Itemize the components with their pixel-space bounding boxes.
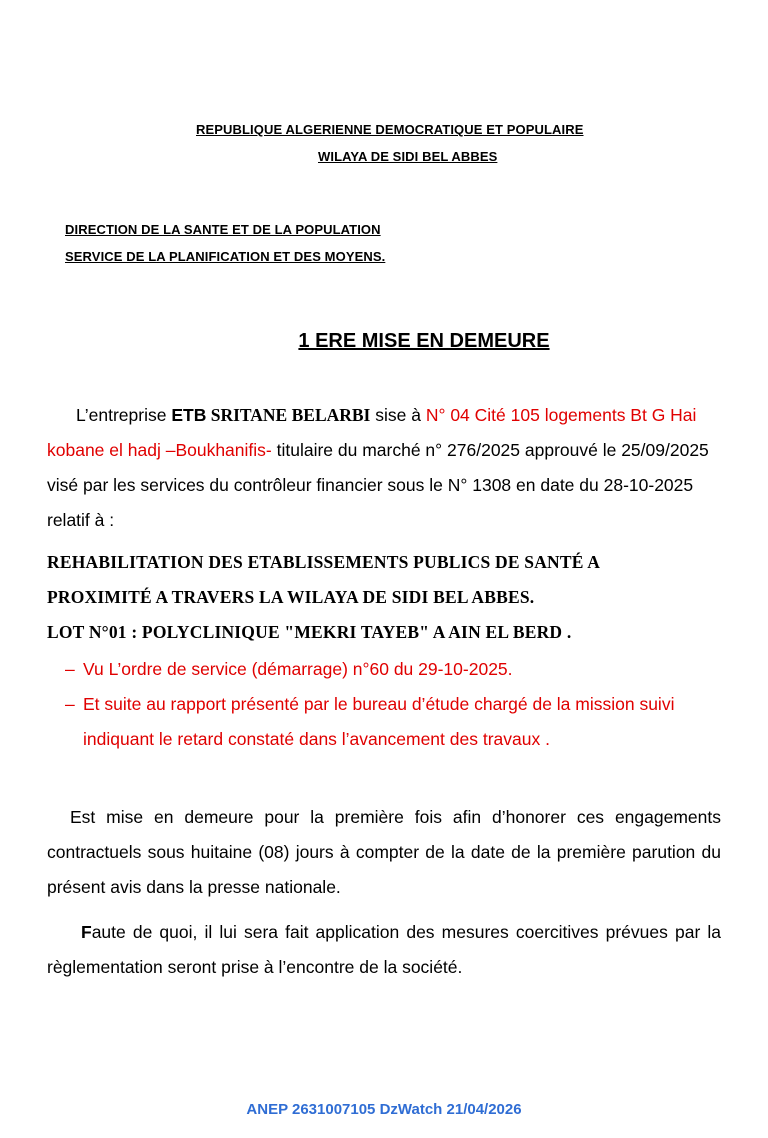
dropcap-letter: F: [81, 922, 92, 942]
header-republic: REPUBLIQUE ALGERIENNE DEMOCRATIQUE ET POPULAIRE: [196, 122, 584, 137]
report-text: Et suite au rapport présenté par le bureau d’étude chargé de la mission suivi indiquant le retard constaté dans l’avancement des travaux .: [83, 694, 675, 749]
header-service: SERVICE DE LA PLANIFICATION ET DES MOYENS.: [65, 249, 386, 264]
document-title-wrapper: [0, 330, 768, 353]
company-name: SRITANE BELARBI: [206, 405, 371, 425]
dash-bullet-icon: –: [65, 659, 75, 679]
list-item: [47, 652, 721, 687]
object-line-3: LOT N°01 : POLYCLINIQUE "MEKRI TAYEB" A AIN EL BERD .: [47, 622, 572, 642]
consequence-paragraph: [47, 915, 721, 985]
list-item: [47, 687, 721, 757]
contract-details: titulaire du marché n° 276/2025 approuvé le 25/09/2025 visé par les services du contrôleur financier sous le N° 1308 en date du 28-10-2025 relatif à :: [47, 440, 709, 530]
dash-bullet-icon: –: [65, 694, 75, 714]
header-direction: DIRECTION DE LA SANTE ET DE LA POPULATION: [65, 222, 381, 237]
reasons-list: [47, 652, 721, 757]
company-address: N° 04 Cité 105 logements Bt G Hai kobane el hadj –Boukhanifis-: [47, 405, 697, 460]
project-object: [47, 545, 737, 650]
object-line-2: PROXIMITÉ A TRAVERS LA WILAYA DE SIDI BEL ABBES.: [47, 587, 535, 607]
company-paragraph: [47, 398, 721, 538]
object-line-1: REHABILITATION DES ETABLISSEMENTS PUBLICS DE SANTÉ A: [47, 552, 601, 572]
company-prefix: ETB: [171, 405, 207, 425]
notice-paragraph: Est mise en demeure pour la première fois afin d’honorer ces engagements contractuels sous huitaine (08) jours à compter de la date de la première parution du présent avis dans la presse nationale.: [47, 807, 721, 897]
header-wilaya: WILAYA DE SIDI BEL ABBES: [318, 149, 498, 164]
consequence-text: aute de quoi, il lui sera fait application des mesures coercitives prévues par la règlementation seront prise à l’encontre de la société.: [47, 922, 721, 977]
service-order-text: Vu L’ordre de service (démarrage) n°60 du 29-10-2025.: [83, 659, 513, 679]
footer-reference: ANEP 2631007105 DzWatch 21/04/2026: [246, 1101, 522, 1118]
located-text: sise à: [370, 405, 426, 425]
intro-text: L’entreprise: [76, 405, 172, 425]
footer-wrapper: [0, 1101, 768, 1118]
document-title: 1 ERE MISE EN DEMEURE: [298, 330, 550, 352]
